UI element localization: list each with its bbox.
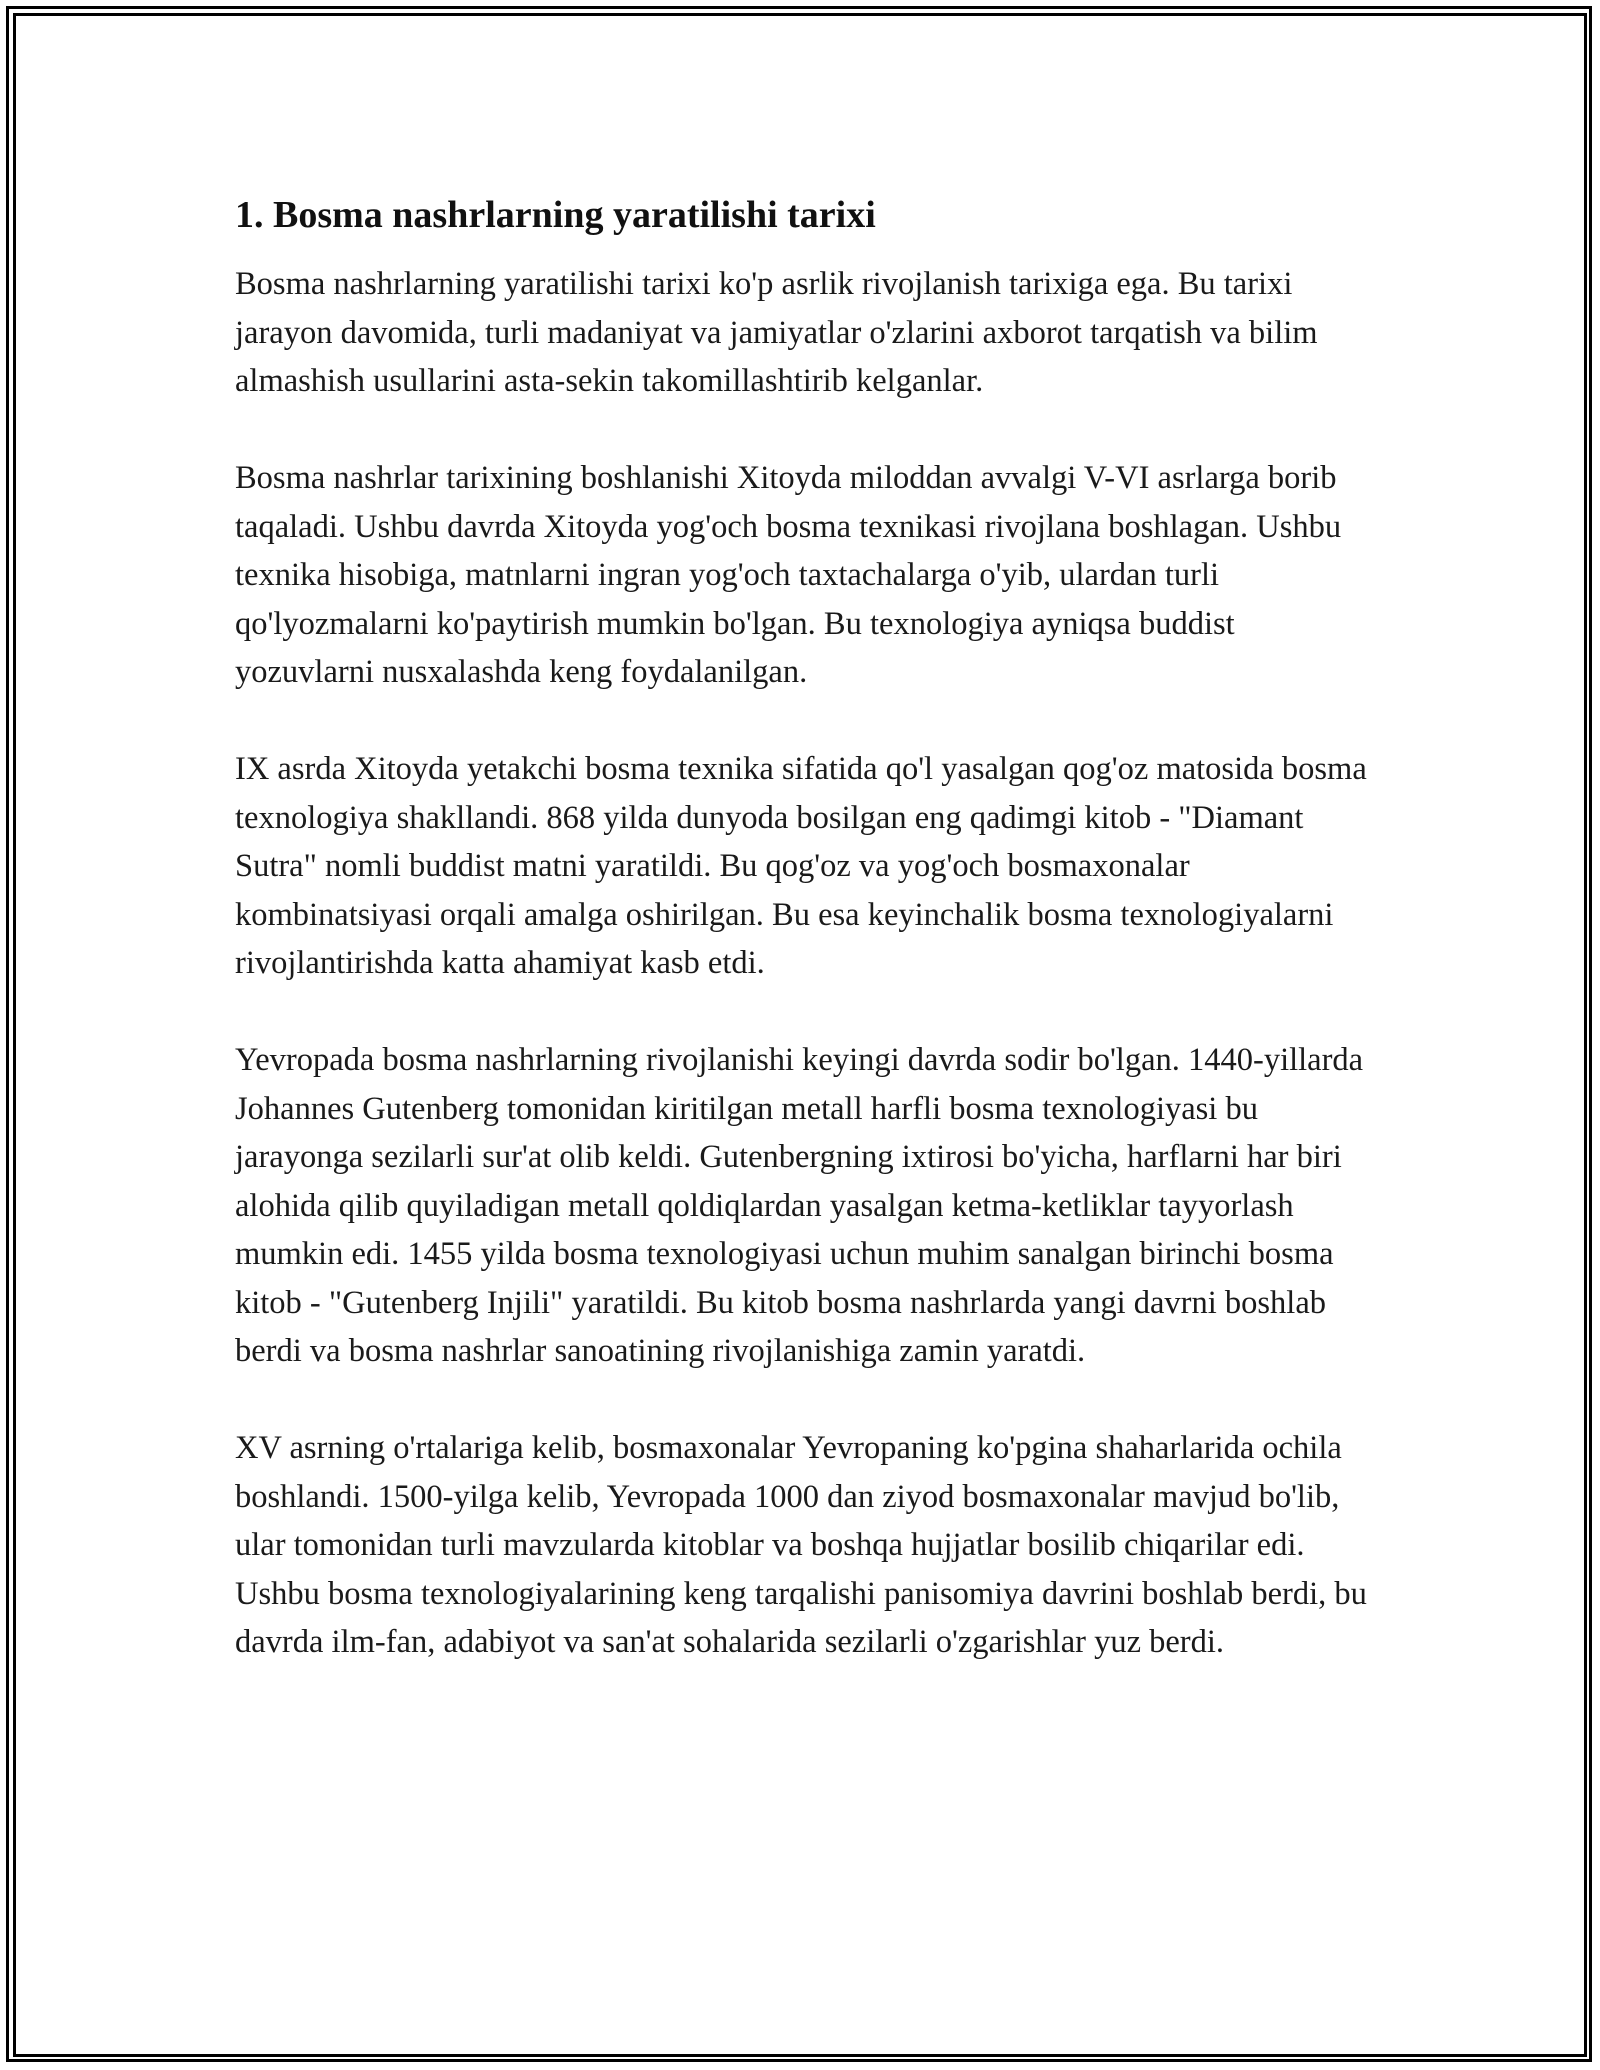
section-title: 1. Bosma nashrlarning yaratilishi tarixi — [235, 194, 876, 236]
paragraph-gutenberg: Yevropada bosma nashrlarning rivojlanishi keyingi davrda sodir bo'lgan. 1440-yillarda Johannes Gutenberg tomonidan kiritilgan metall harfli bosma texnologiyasi bu jarayonga sezilarli sur'at olib keldi. Gutenbergning ixtirosi bo'yicha, harflarni har biri alohida qilib quyiladigan metall qoldiqlardan yasalgan ketma-ketliklar tayyorlash mumkin edi. 1455 yilda bosma texnologiyasi uchun muhim sanalgan birinchi bosma kitob - "Gutenberg Injili" yaratildi. Bu kitob bosma nashrlarda yangi davrni boshlab berdi va bosma nashrlar sanoatining rivojlanishiga zamin yaratdi. — [235, 1042, 1364, 1369]
paragraph-china-woodblock: Bosma nashrlar tarixining boshlanishi Xitoyda miloddan avvalgi V-VI asrlarga borib taqaladi. Ushbu davrda Xitoyda yog'och bosma texnikasi rivojlana boshlagan. Ushbu texnika hisobiga, matnlarni ingran yog'och taxtachalarga o'yib, ulardan turli qo'lyozmalarni ko'paytirish mumkin bo'lgan. Bu texnologiya ayniqsa buddist yozuvlarni nusxalashda keng foydalanilgan. — [235, 460, 1342, 690]
paragraph-europe-printing: XV asrning o'rtalariga kelib, bosmaxonalar Yevropaning ko'pgina shaharlarida ochila boshlandi. 1500-yilga kelib, Yevropada 1000 dan ziyod bosmaxonalar mavjud bo'lib, ular tomonidan turli mavzularda kitoblar va boshqa hujjatlar bosilib chiqarilar edi. Ushbu bosma texnologiyalarining keng tarqalishi panisomiya davrini boshlab berdi, bu davrda ilm-fan, adabiyot va san'at sohalarida sezilarli o'zgarishlar yuz berdi. — [235, 1430, 1367, 1660]
paragraph-diamond-sutra: IX asrda Xitoyda yetakchi bosma texnika sifatida qo'l yasalgan qog'oz matosida bosma texnologiya shakllandi. 868 yilda dunyoda bosilgan eng qadimgi kitob - "Diamant Sutra" nomli buddist matni yaratildi. Bu qog'oz va yog'och bosmaxonalar kombinatsiyasi orqali amalga oshirilgan. Bu esa keyinchalik bosma texnologiyalarni rivojlantirishda katta ahamiyat kasb etdi. — [235, 751, 1367, 981]
document-body — [235, 188, 1375, 1715]
paragraph-intro: Bosma nashrlarning yaratilishi tarixi ko'p asrlik rivojlanish tarixiga ega. Bu tarixi jarayon davomida, turli madaniyat va jamiyatlar o'zlarini axborot tarqatish va bilim almashish usullarini asta-sekin takomillashtirib kelganlar. — [235, 266, 1318, 399]
